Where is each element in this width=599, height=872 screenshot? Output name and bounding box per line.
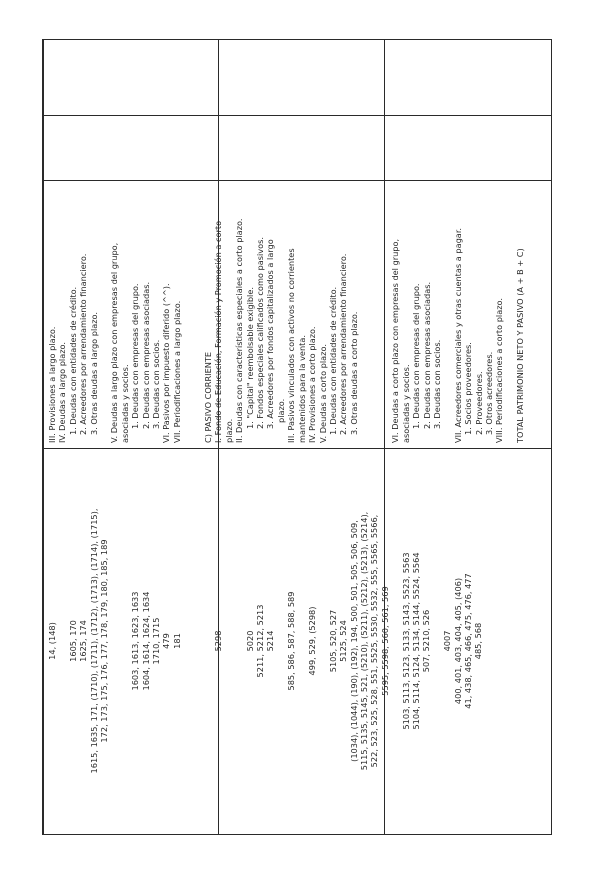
balance-item-line: 1. "Capital" reembolsable exigible. [244,287,255,429]
balance-item-line: 1. Deudas con empresas del grupo. [411,283,422,429]
account-code-line: 479 [161,633,172,649]
balance-item-line [370,43,380,443]
balance-item-line: IV. Deudas a largo plazo. [57,342,68,443]
account-code-line [120,448,130,834]
account-code-line [390,448,400,834]
balance-item-line [182,43,192,443]
account-code-line [224,448,234,834]
balance-item-line: VI. Pasivos por impuesto diferido (^^). [161,283,172,443]
account-code-line [182,448,192,834]
account-code-line [57,448,67,834]
balance-item-line: 3. Otros acreedores. [483,351,494,435]
balance-item-line: TOTAL PATRIMONIO NETO Y PASIVO (A + B + C) [515,248,526,443]
balance-item-line: 3. Deudas con socios. [431,339,442,429]
table-top-border [43,40,44,834]
account-code-line: 41, 438, 465, 466, 475, 476, 477 [463,573,474,709]
account-code-line [297,448,307,834]
balance-item-line: 2. Deudas con empresas asociadas. [421,281,432,429]
balance-item-line: 1. Socios proveedores. [463,342,474,435]
balance-item-line: III. Pasivos vinculados con activos no corrientes [286,248,297,443]
balance-item-line: 1. Deudas con empresas del grupo. [130,283,141,429]
balance-item-line [99,43,109,443]
balance-item-line [505,43,515,443]
balance-item-line: 3. Acreedores por fondos capitalizados a largo [265,239,276,429]
account-code-line [317,448,327,834]
account-code-line: 14, (148) [47,622,57,660]
balance-item-line: 1. Deudas con entidades de crédito. [67,286,78,435]
account-code-line [276,448,286,834]
account-code-line: 5214 [265,630,276,652]
balance-item-line: I. Fondo de Educación, Formación y Promoción a corto [213,220,224,443]
account-code-line: 5103, 5113, 5123, 5133, 5143, 5523, 5563 [400,552,411,730]
account-code-line: 5105, 520, 527 [327,609,338,673]
account-code-line: 585, 586, 587, 588, 589 [286,591,297,691]
balance-item-line: 3. Deudas con socios. [151,339,162,429]
account-code-line: 507, 5210, 526 [421,609,432,673]
account-code-line: 5298 [213,630,224,652]
account-code-line: 5115, 5135, 5145, 521, (5210), (5211), (5212), (5213), (5214), [359,511,370,771]
account-code-line: 1625, 174 [78,620,89,662]
account-code-line: 181 [171,633,182,649]
account-code-line: 5211, 5212, 5213 [255,604,265,678]
balance-item-line: VII. Periodificaciones a largo plazo. [171,300,182,443]
account-code-line: 485, 568 [473,622,484,660]
balance-item-line [359,43,369,443]
balance-item-line [442,43,452,443]
account-code-line: 5020 [244,630,255,652]
account-code-line: 1615, 1635, 171, (1710), (1711), (1712), (1713), (1714), (1715), [88,508,99,774]
balance-item-line: 3. Otras deudas a corto plazo. [348,311,359,435]
balance-table [42,39,552,835]
balance-item-line: IV. Provisiones a corto plazo. [307,326,318,443]
balance-item-line: asociadas y socios. [400,364,411,443]
balance-items-column [47,43,526,443]
account-code-line: 4007 [442,630,453,652]
balance-item-line: 1. Deudas con entidades de crédito. [327,286,338,435]
account-code-line: 5595, 5598, 560, 561, 569 [379,586,390,696]
balance-item-line: V. Deudas a largo plazo con empresas del grupo, [109,242,120,443]
balance-item-line: 2. Acreedores por arrendamiento financiero. [338,253,349,435]
balance-item-line: VII. Acreedores comerciales y otras cuentas a pagar. [452,227,463,443]
account-code-line: (1034), (1044), (190), (192), 194, 500, 501, 505, 506, 509, [348,520,359,762]
balance-item-line: 2. Proveedores. [473,371,484,435]
account-code-line: 1710, 1715 [151,617,162,665]
balance-item-line: mantenidos para la venta. [296,335,307,443]
account-codes-column [47,448,484,834]
balance-item-line: 3. Otras deudas a largo plazo. [88,311,99,435]
balance-item-line: VI. Deudas a corto plazo con empresas del grupo, [390,238,401,443]
balance-item-line: II. Deudas con características especiales a corto plazo. [234,218,245,443]
account-code-line: 522, 523, 525, 528, 551, 5525, 5530, 5532, 555, 5565, 5566, [369,514,380,768]
account-code-line [193,448,203,834]
balance-item-line: V. Deudas a corto plazo. [317,344,328,443]
account-code-line [203,448,213,834]
balance-item-line: plazo. [275,398,286,423]
balance-item-line: VIII. Periodificaciones a corto plazo. [494,298,505,443]
account-code-line: 5104, 5114, 5124, 5134, 5144, 5524, 5564 [411,552,422,730]
account-code-line [432,448,442,834]
balance-item-line: III. Provisiones a largo plazo. [47,326,57,443]
balance-item-line: 2. Deudas con empresas asociadas. [140,281,151,429]
balance-item-line: C) PASIVO CORRIENTE [203,351,214,443]
balance-item-line: 2. Acreedores por arrendamiento financiero. [78,253,89,435]
balance-item-line: 2. Fondos especiales calificados como pasivos. [255,236,266,429]
balance-item-line [380,43,390,443]
balance-item-line: asociadas y socios. [119,364,130,443]
account-code-line [109,448,119,834]
account-code-line [234,448,244,834]
account-code-line: 400, 401, 403, 404, 405, (406) [452,577,463,705]
account-code-line: 1603, 1613, 1623, 1633 [130,591,141,691]
balance-item-line [193,43,203,443]
account-code-line: 499, 529, (5298) [307,606,317,676]
account-code-line: 1605, 170 [67,620,78,662]
balance-item-line: plazo. [223,418,234,443]
account-code-line: 5125, 524 [338,620,349,662]
account-code-line: 1604, 1614, 1624, 1634 [140,591,151,691]
account-code-line: 172, 173, 175, 176, 177, 178, 179, 180, 185, 189 [99,539,110,743]
